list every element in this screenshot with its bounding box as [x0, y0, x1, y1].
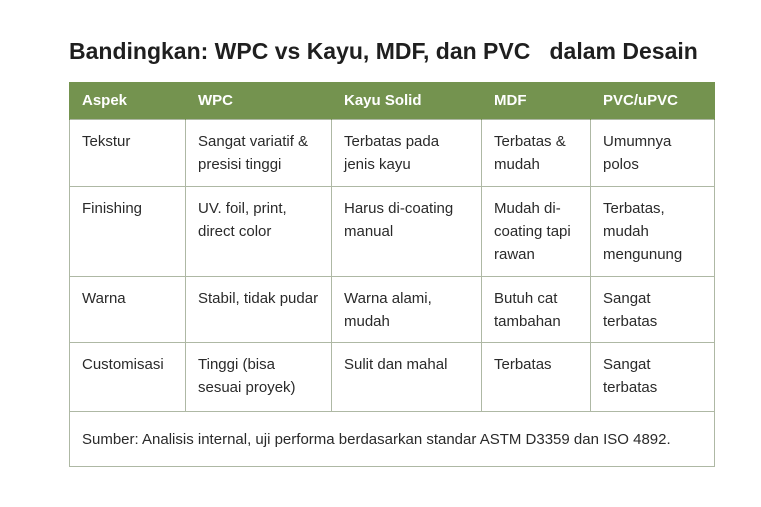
table-row [70, 343, 715, 412]
table-row [70, 120, 715, 187]
table-cell: Warna alami, mudah [332, 277, 482, 343]
header-pvc: PVC/uPVC [591, 82, 715, 120]
table-cell: Butuh cat tambahan [482, 277, 591, 343]
table-cell: Sangat variatif & presisi tinggi [186, 120, 332, 187]
header-aspek: Aspek [70, 82, 186, 120]
table-cell: UV. foil, print, direct color [186, 187, 332, 277]
table-cell: Terbatas & mudah [482, 120, 591, 187]
table-cell: Terbatas [482, 343, 591, 412]
table-cell: Umumnya polos [591, 120, 715, 187]
table-cell: Mudah di-coating tapi rawan [482, 187, 591, 277]
table-cell: Sangat terbatas [591, 343, 715, 412]
comparison-table [69, 82, 715, 467]
table-cell: Sangat terbatas [591, 277, 715, 343]
table-row [70, 277, 715, 343]
table-cell: Terbatas, mudah mengunung [591, 187, 715, 277]
table-header-row [70, 82, 715, 120]
header-kayu-solid: Kayu Solid [332, 82, 482, 120]
table-cell: Sulit dan mahal [332, 343, 482, 412]
header-mdf: MDF [482, 82, 591, 120]
page-title: Bandingkan: WPC vs Kayu, MDF, dan PVC dalam Desain [69, 38, 698, 64]
table-cell: Harus di-coating manual [332, 187, 482, 277]
table-cell: Finishing [70, 187, 186, 277]
table-footnote-row [70, 412, 715, 467]
table-footnote: Sumber: Analisis internal, uji performa berdasarkan standar ASTM D3359 dan ISO 4892. [70, 412, 715, 467]
table-row [70, 187, 715, 277]
table-cell: Warna [70, 277, 186, 343]
table-cell: Stabil, tidak pudar [186, 277, 332, 343]
table-cell: Terbatas pada jenis kayu [332, 120, 482, 187]
table-cell: Tekstur [70, 120, 186, 187]
table-cell: Customisasi [70, 343, 186, 412]
table-cell: Tinggi (bisa sesuai proyek) [186, 343, 332, 412]
header-wpc: WPC [186, 82, 332, 120]
